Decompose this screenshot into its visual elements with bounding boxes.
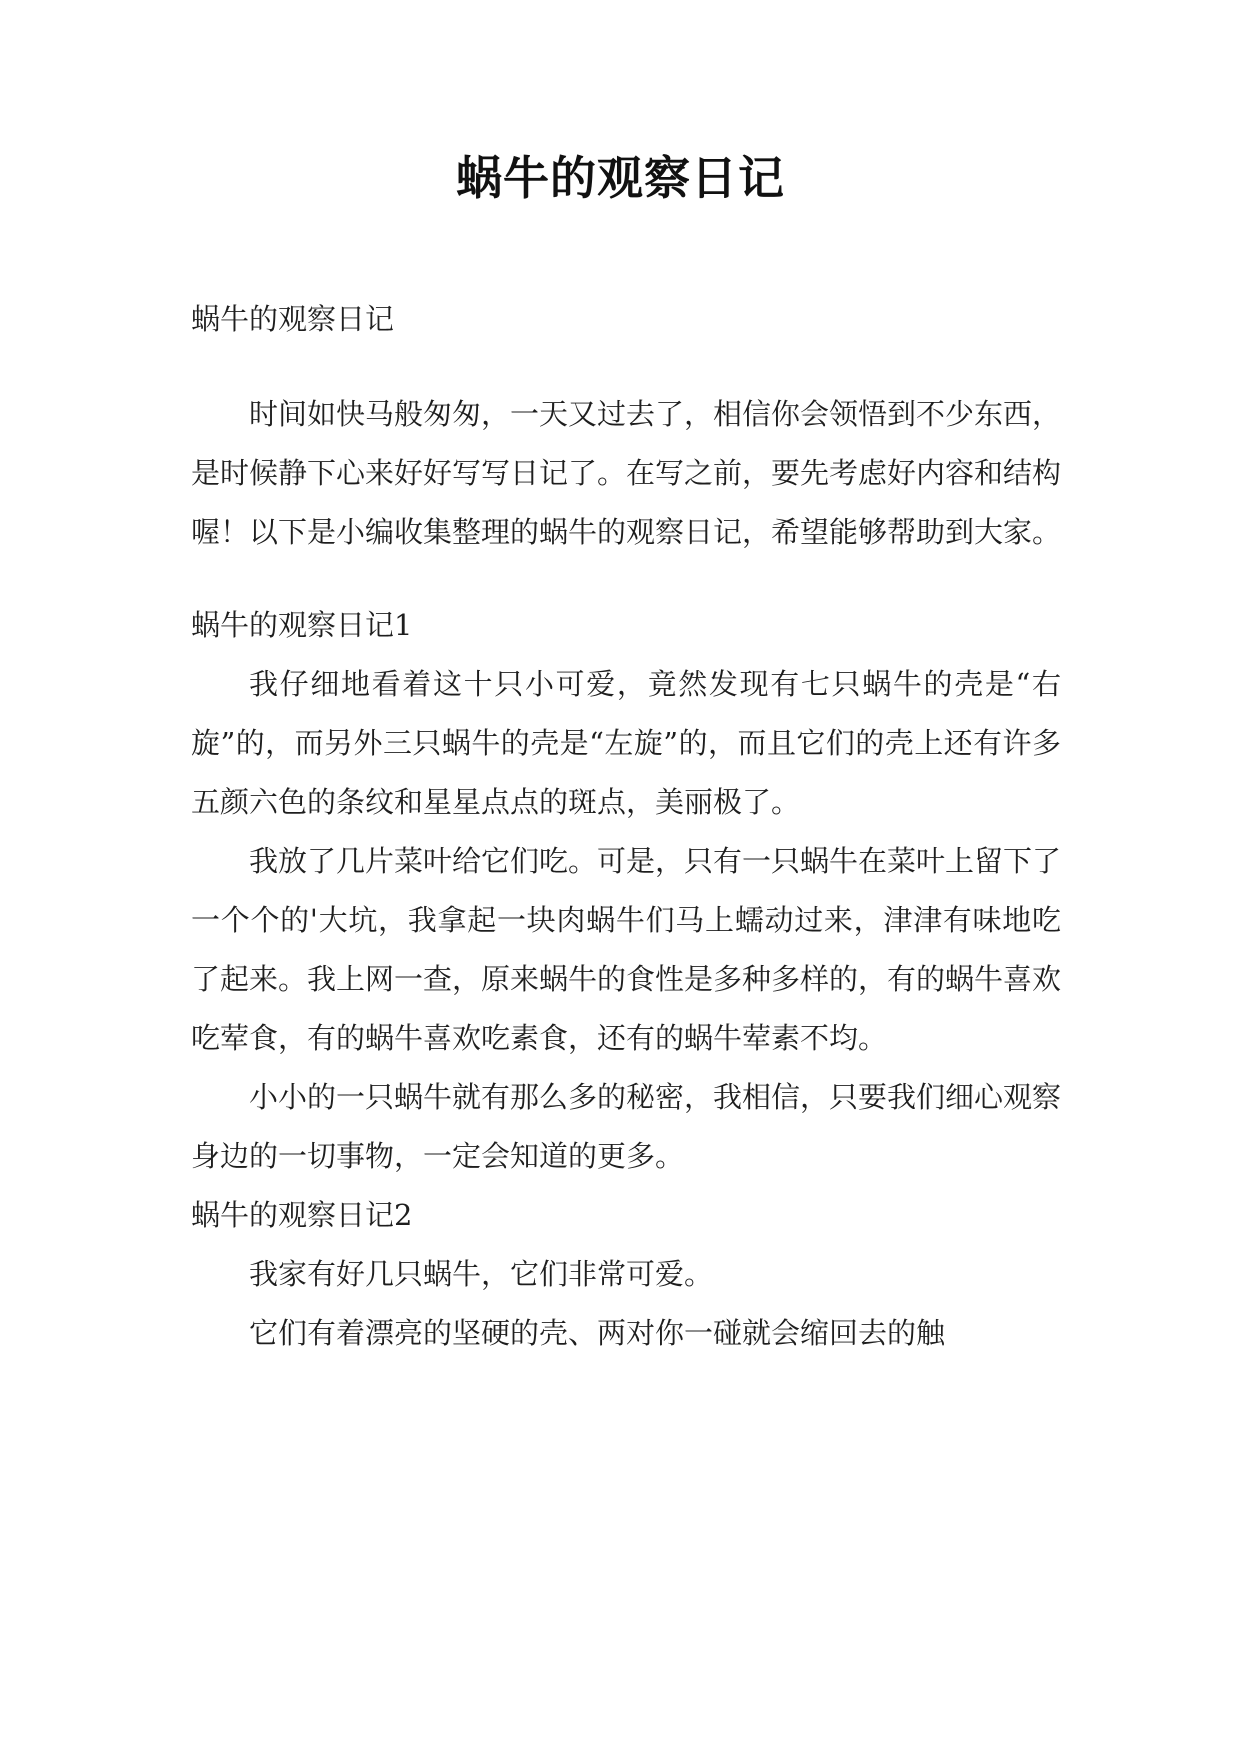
document-subtitle: 蜗牛的观察日记	[191, 302, 395, 336]
section-paragraph: 它们有着漂亮的坚硬的壳、两对你一碰就会缩回去的触	[249, 1316, 946, 1350]
section-heading: 蜗牛的观察日记1	[191, 608, 413, 642]
section-paragraph: 小小的一只蜗牛就有那么多的秘密，我相信，只要我们细心观察身边的一切事物，一定会知道的更多。	[191, 1080, 1062, 1173]
document-title: 蜗牛的观察日记	[456, 151, 785, 205]
document-body	[191, 290, 1061, 1363]
section-paragraph: 我放了几片菜叶给它们吃。可是，只有一只蜗牛在菜叶上留下了一个个的'大坑，我拿起一块肉蜗牛们马上蠕动过来，津津有味地吃了起来。我上网一查，原来蜗牛的食性是多种多样的，有的蜗牛喜欢吃荤食，有的蜗牛喜欢吃素食，还有的蜗牛荤素不均。	[191, 844, 1062, 1055]
section-heading: 蜗牛的观察日记2	[191, 1198, 413, 1232]
section-paragraph: 我家有好几只蜗牛，它们非常可爱。	[249, 1257, 714, 1291]
section-paragraph: 我仔细地看着这十只小可爱，竟然发现有七只蜗牛的壳是“右旋”的，而另外三只蜗牛的壳是“左旋”的，而且它们的壳上还有许多五颜六色的条纹和星星点点的斑点，美丽极了。	[191, 667, 1061, 819]
intro-paragraph: 时间如快马般匆匆，一天又过去了，相信你会领悟到不少东西，是时候静下心来好好写写日记了。在写之前，要先考虑好内容和结构喔！以下是小编收集整理的蜗牛的观察日记，希望能够帮助到大家。	[191, 397, 1062, 549]
spacer	[191, 349, 1061, 385]
spacer	[191, 562, 1061, 596]
